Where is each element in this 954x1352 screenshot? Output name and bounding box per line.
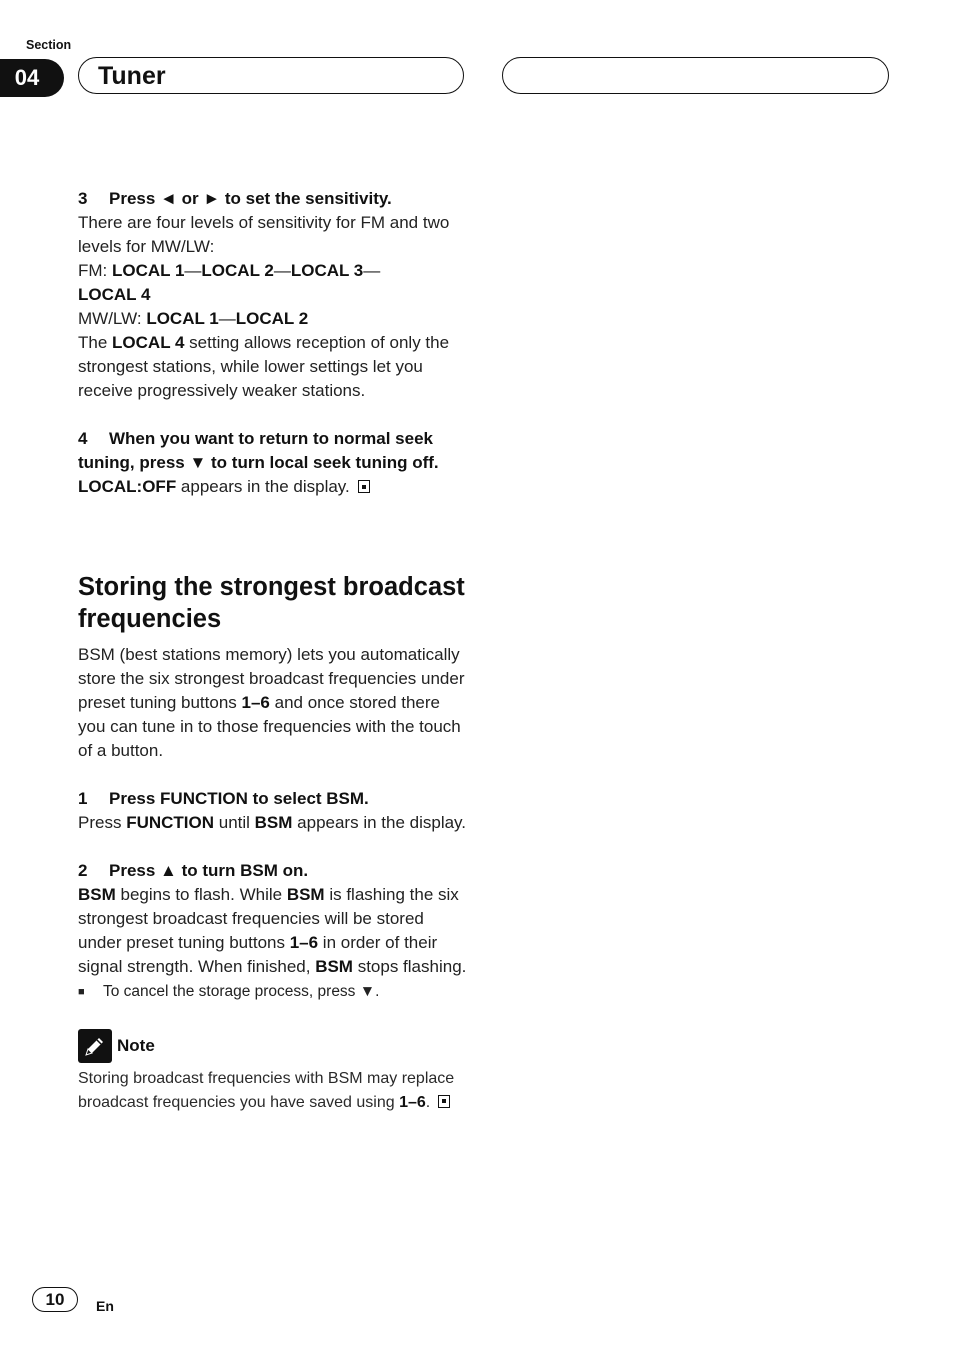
section-end-icon (438, 1095, 450, 1108)
language-code: En (96, 1298, 114, 1314)
cancel-bullet: ■ To cancel the storage process, press ▼. (78, 981, 468, 1003)
arrow-down-icon: ▼ (189, 453, 207, 472)
pencil-note-icon (78, 1029, 112, 1063)
local4-explanation: The LOCAL 4 setting allows reception of only the strongest stations, while lower settings let you receive progressively weaker stations. (78, 333, 450, 400)
main-column (78, 187, 468, 1114)
note-text: Storing broadcast frequencies with BSM may replace broadcast frequencies you have saved using 1–6. (78, 1070, 455, 1111)
arrow-left-icon: ◄ (160, 189, 177, 208)
note-header (78, 1029, 468, 1063)
bullet-square-icon: ■ (78, 986, 85, 998)
section-heading: Storing the strongest broadcast frequencies (78, 573, 465, 633)
section-end-icon (358, 480, 370, 493)
bsm-step-2-text: BSM begins to flash. While BSM is flashing the six strongest broadcast frequencies will be stored under preset tuning buttons 1–6 in order of their signal strength. When finished, BSM stops flashing. (78, 885, 467, 976)
fm-levels: FM: LOCAL 1—LOCAL 2—LOCAL 3— LOCAL 4 (78, 261, 381, 304)
local-off-text: LOCAL:OFF appears in the display. (78, 475, 468, 499)
section-label: Section (26, 38, 72, 52)
page-number: 10 (32, 1287, 78, 1312)
step-4-heading: 4 When you want to return to normal seek tuning, press ▼ to turn local seek tuning off. (78, 429, 439, 472)
arrow-up-icon: ▲ (160, 861, 177, 880)
right-header-frame (502, 57, 889, 94)
chapter-title: Tuner (98, 62, 166, 90)
mwlw-levels: MW/LW: LOCAL 1—LOCAL 2 (78, 309, 309, 328)
arrow-right-icon: ► (203, 189, 221, 208)
sensitivity-description: There are four levels of sensitivity for FM and two levels for MW/LW: (78, 213, 450, 256)
bsm-step-1-heading: 1 Press FUNCTION to select BSM. (78, 789, 369, 808)
note-label: Note (117, 1036, 155, 1055)
section-number-tab: 04 (0, 59, 64, 97)
bsm-intro: BSM (best stations memory) lets you automatically store the six strongest broadcast frequencies under preset tuning buttons 1–6 and once stored there you can tune in to those frequencies with the touch of a button. (78, 645, 465, 760)
bsm-step-1-text: Press FUNCTION until BSM appears in the display. (78, 813, 467, 832)
step-3-heading: 3 Press ◄ or ► to set the sensitivity. (78, 189, 392, 208)
bsm-step-2-heading: 2 Press ▲ to turn BSM on. (78, 861, 309, 880)
